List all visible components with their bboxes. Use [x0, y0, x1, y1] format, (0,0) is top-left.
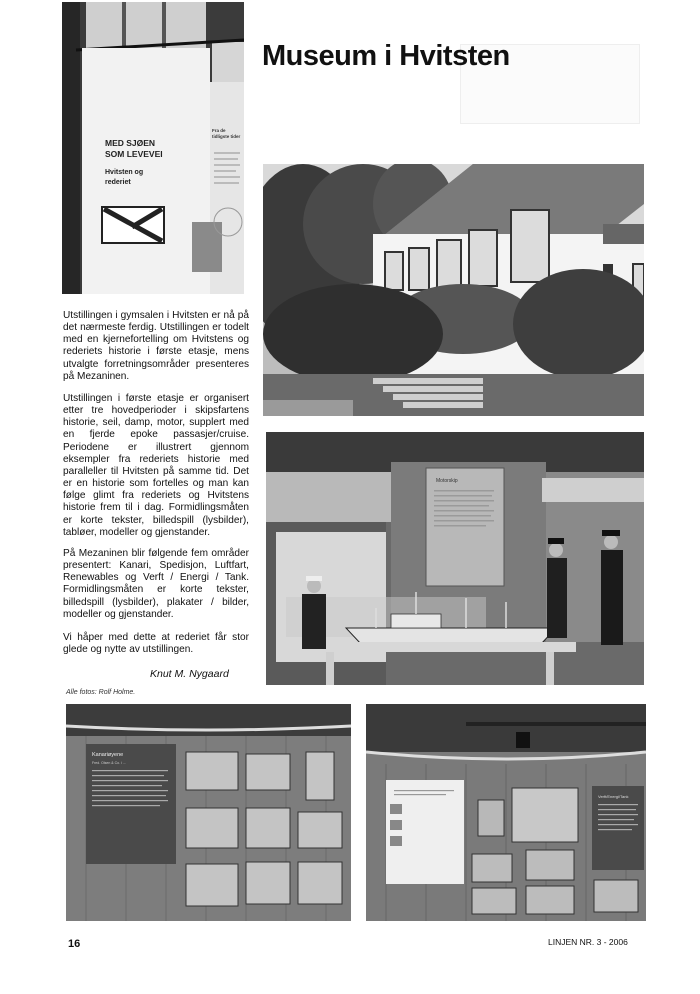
- kanari-panel-title: Kanariøyene: [92, 752, 124, 758]
- banner-side-heading1: Fra de: [212, 128, 226, 133]
- banner-heading-line1: MED SJØEN: [105, 138, 156, 148]
- page-title: Museum i Hvitsten: [262, 40, 510, 72]
- article-paragraph-4: Vi håper med dette at rederiet får stor glede og nytte av utstillingen.: [63, 632, 249, 656]
- article-paragraph-1: Utstillingen i gymsalen i Hvitsten er nå på det nærmeste ferdig. Utstillingen er todelt med en kjernefortelling om Hvitstens og rederiets historie i første etasje, mens utvalgte forretningsområder presenteres på Mezaninen.: [63, 310, 249, 382]
- kanari-panel-subtitle: Fred. Olsen & Co. i ...: [92, 761, 126, 765]
- author-signature: Knut M. Nygaard: [150, 668, 229, 680]
- photo-credit: Alle fotos: Rolf Holme.: [66, 689, 136, 696]
- article-paragraph-3: På Mezaninen blir følgende fem områder presentert: Kanari, Spedisjon, Luftfart, Renewables og Verft / Energi / Tank. Formidlingsmåten er korte tekster, billedspill (lysbilder), plakater / bilder, modeller og gjenstander.: [63, 548, 249, 620]
- page-number: 16: [68, 938, 81, 950]
- banner-side-heading2: tidligste tider: [212, 134, 241, 139]
- motorskip-panel-title: Motorskip: [436, 478, 458, 484]
- article-paragraph-2: Utstillingen i første etasje er organisert etter tre hovedperioder i skipsfartens historie, seil, damp, motor, supplert med en fjerde epoke passasjer/cruise. Periodene er illustrert gjennom eksempler fra rederiets historie med paralleller til Hvitsten på samme tid. Det er en historie som fortelles og man kan følge glimt fra rederiets og Hvitstens historie frem til i dag. Formidlingsmåten er korte tekster, billedspill (lysbilder), tabløer, modeller og gjenstander.: [63, 393, 249, 538]
- banner-sub-line1: Hvitsten og: [105, 169, 144, 176]
- building-photo: [263, 164, 644, 416]
- mezzanine-tank-photo: [366, 704, 646, 921]
- issue-label: LINJEN NR. 3 - 2006: [548, 937, 628, 947]
- tank-panel-title: Verft/Energi/Tank: [598, 794, 629, 799]
- banner-photo: [62, 2, 244, 294]
- banner-sub-line2: rederiet: [105, 179, 131, 186]
- company-flag-logo: [102, 207, 164, 243]
- ship-model-photo: [266, 432, 644, 685]
- mezzanine-kanari-photo: [66, 704, 351, 921]
- banner-heading-line2: SOM LEVEVEI: [105, 149, 163, 159]
